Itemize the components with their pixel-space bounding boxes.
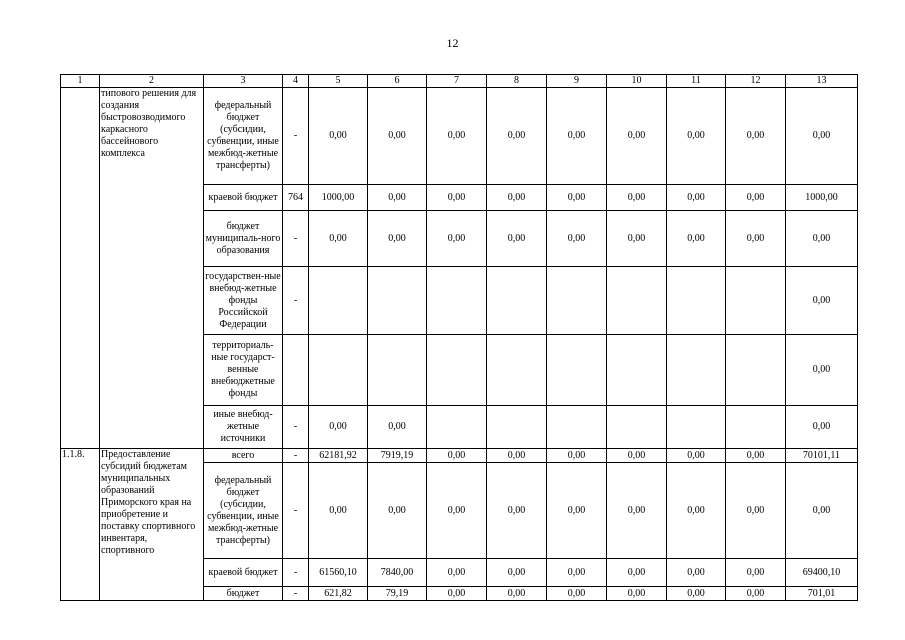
row-number-cell [61,88,100,449]
code-cell: - [283,267,309,335]
value-cell: 0,00 [427,559,487,587]
value-cell [726,335,786,406]
column-header: 13 [786,75,858,88]
value-cell: 0,00 [667,88,726,185]
value-cell [667,406,726,449]
value-cell: 0,00 [726,88,786,185]
value-cell: 0,00 [487,559,547,587]
value-cell [427,406,487,449]
value-cell: 61560,10 [309,559,368,587]
value-cell: 0,00 [726,185,786,211]
funding-source: государствен-ные внебюд-жетные фонды Российской Федерации [204,267,283,335]
value-cell: 0,00 [427,449,487,463]
value-cell: 621,82 [309,587,368,601]
code-cell: 764 [283,185,309,211]
value-cell: 0,00 [309,463,368,559]
code-cell: - [283,211,309,267]
value-cell: 0,00 [368,463,427,559]
value-cell: 0,00 [487,185,547,211]
value-cell: 1000,00 [309,185,368,211]
value-cell: 0,00 [667,559,726,587]
value-cell: 0,00 [547,463,607,559]
value-cell: 0,00 [427,185,487,211]
value-cell: 69400,10 [786,559,858,587]
value-cell: 0,00 [487,587,547,601]
value-cell: 0,00 [726,211,786,267]
value-cell: 0,00 [786,211,858,267]
value-cell: 0,00 [547,88,607,185]
value-cell: 0,00 [427,211,487,267]
column-header: 4 [283,75,309,88]
value-cell: 0,00 [786,335,858,406]
value-cell [607,406,667,449]
value-cell: 0,00 [368,211,427,267]
value-cell: 79,19 [368,587,427,601]
value-cell: 0,00 [309,406,368,449]
value-cell: 0,00 [547,211,607,267]
code-cell: - [283,406,309,449]
column-header: 8 [487,75,547,88]
value-cell: 0,00 [667,211,726,267]
value-cell: 0,00 [427,88,487,185]
funding-source: всего [204,449,283,463]
measure-description: Предоставление субсидий бюджетам муниципальных образований Приморского края на приобретение и поставку спортивного инвентаря, спортивного [100,449,204,601]
value-cell: 0,00 [309,88,368,185]
funding-source: бюджет муниципаль-ного образования [204,211,283,267]
measure-description: типового решения для создания быстровозводимого каркасного бассейнового комплекса [100,88,204,449]
value-cell [726,267,786,335]
value-cell [487,267,547,335]
value-cell [368,267,427,335]
value-cell: 0,00 [487,211,547,267]
value-cell: 70101,11 [786,449,858,463]
value-cell: 62181,92 [309,449,368,463]
value-cell: 7919,19 [368,449,427,463]
funding-source: федеральный бюджет (субсидии, субвенции, иные межбюд-жетные трансферты) [204,463,283,559]
value-cell: 0,00 [786,406,858,449]
value-cell: 0,00 [786,463,858,559]
value-cell: 0,00 [309,211,368,267]
value-cell: 0,00 [667,463,726,559]
column-header: 2 [100,75,204,88]
value-cell [547,267,607,335]
value-cell: 0,00 [368,406,427,449]
funding-source: бюджет [204,587,283,601]
value-cell: 701,01 [786,587,858,601]
value-cell: 0,00 [487,449,547,463]
value-cell: 1000,00 [786,185,858,211]
funding-source: краевой бюджет [204,559,283,587]
funding-source: краевой бюджет [204,185,283,211]
code-cell: - [283,587,309,601]
value-cell: 0,00 [607,88,667,185]
value-cell: 0,00 [607,449,667,463]
value-cell: 0,00 [667,449,726,463]
value-cell: 0,00 [547,185,607,211]
value-cell [487,406,547,449]
value-cell: 0,00 [607,559,667,587]
value-cell: 0,00 [786,88,858,185]
value-cell: 0,00 [368,185,427,211]
value-cell: 0,00 [427,463,487,559]
funding-source: территориаль-ные государст-венные внебюджетные фонды [204,335,283,406]
value-cell [309,335,368,406]
code-cell: - [283,463,309,559]
funding-source: иные внебюд-жетные источники [204,406,283,449]
page-number: 12 [446,36,459,50]
value-cell [667,267,726,335]
value-cell: 0,00 [368,88,427,185]
value-cell: 0,00 [607,463,667,559]
value-cell [607,267,667,335]
table-row [61,449,858,463]
table-header-row [61,75,858,88]
value-cell: 0,00 [726,449,786,463]
code-cell [283,335,309,406]
value-cell: 0,00 [547,449,607,463]
value-cell: 0,00 [726,463,786,559]
value-cell: 7840,00 [368,559,427,587]
value-cell: 0,00 [427,587,487,601]
column-header: 6 [368,75,427,88]
table-row [61,88,858,185]
column-header: 7 [427,75,487,88]
value-cell [547,406,607,449]
value-cell: 0,00 [607,185,667,211]
column-header: 11 [667,75,726,88]
value-cell [607,335,667,406]
funding-source: федеральный бюджет (субсидии, субвенции, иные межбюд-жетные трансферты) [204,88,283,185]
value-cell [726,406,786,449]
column-header: 10 [607,75,667,88]
value-cell: 0,00 [487,88,547,185]
column-header: 12 [726,75,786,88]
value-cell: 0,00 [607,587,667,601]
code-cell: - [283,559,309,587]
value-cell: 0,00 [607,211,667,267]
row-number-cell: 1.1.8. [61,449,100,601]
column-header: 3 [204,75,283,88]
column-header: 5 [309,75,368,88]
value-cell: 0,00 [547,587,607,601]
value-cell: 0,00 [786,267,858,335]
value-cell: 0,00 [487,463,547,559]
value-cell [667,335,726,406]
budget-table [60,74,858,601]
code-cell: - [283,88,309,185]
value-cell: 0,00 [667,587,726,601]
column-header: 9 [547,75,607,88]
code-cell: - [283,449,309,463]
value-cell [368,335,427,406]
value-cell [309,267,368,335]
value-cell [547,335,607,406]
value-cell [427,335,487,406]
column-header: 1 [61,75,100,88]
value-cell: 0,00 [726,559,786,587]
value-cell [487,335,547,406]
value-cell [427,267,487,335]
value-cell: 0,00 [547,559,607,587]
value-cell: 0,00 [667,185,726,211]
value-cell: 0,00 [726,587,786,601]
